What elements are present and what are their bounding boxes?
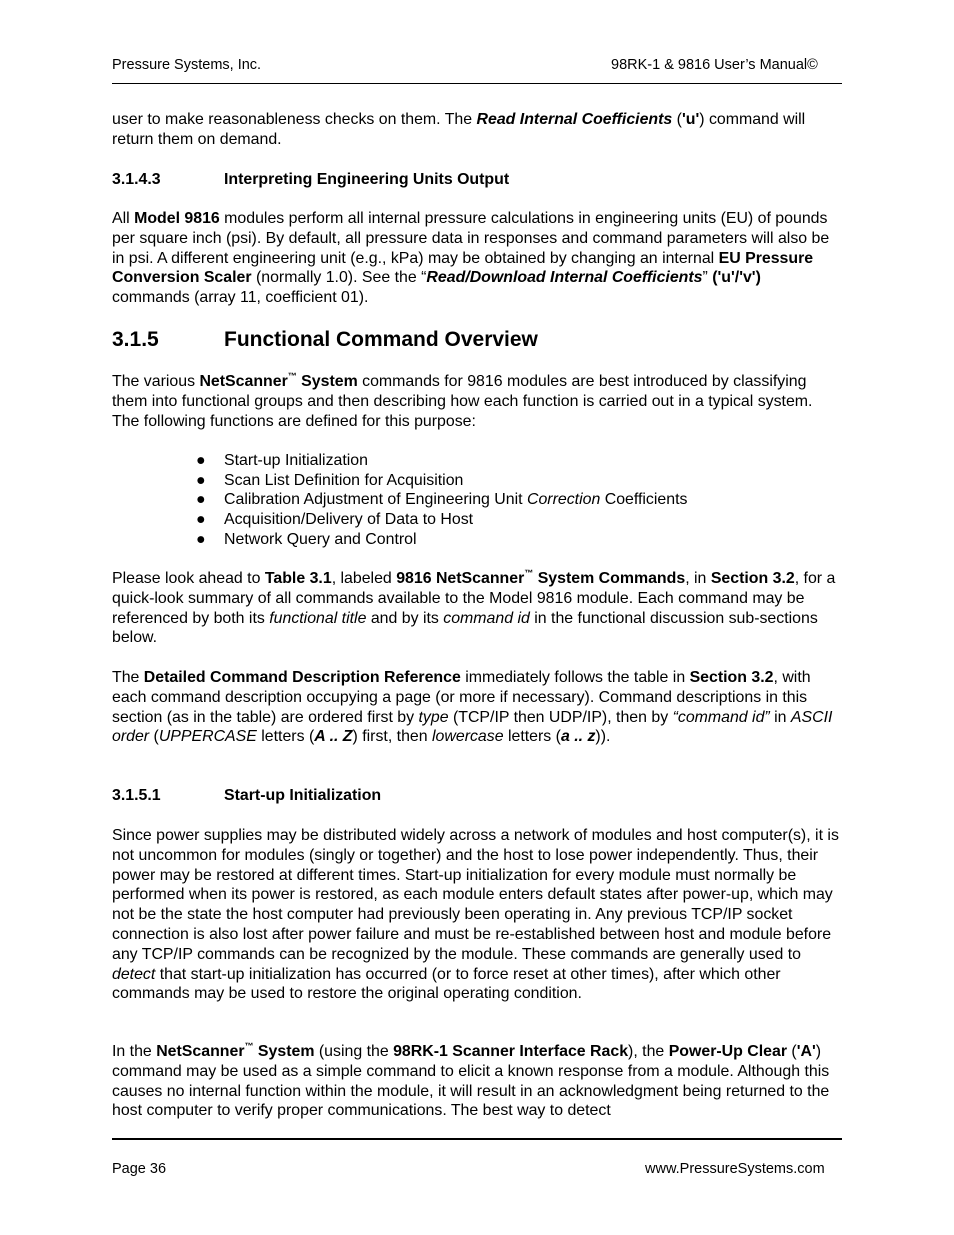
heading-3-1-4-3: 3.1.4.3 Interpreting Engineering Units Output (112, 171, 510, 188)
header-right: 98RK-1 & 9816 User’s Manual© (611, 57, 818, 73)
paragraph-command-reference: The Detailed Command Description Reference immediately follows the table in Section 3.2, with each command description occupying a page (or more if necessary). Command descriptions in this section (as in the table) are ordered first by type (TCP/IP then UDP/IP), then by “command id” in ASCII order (UPPERCASE letters (A .. Z) first, then lowercase letters (a .. z)). (112, 669, 833, 746)
paragraph-engineering-units: All Model 9816 modules perform all internal pressure calculations in engineering units (EU) of pounds per square inch (psi). By default, all pressure data in responses and command parameters will also be in psi. A different engineering unit (e.g., kPa) may be obtained by changing an internal EU Pressure Conversion Scaler (normally 1.0). See the “Read/Download Internal Coefficients” ('u'/'v') commands (array 11, coefficient 01). (112, 210, 830, 307)
paragraph-overview: The various NetScanner™ System commands for 9816 modules are best introduced by classifying them into functional groups and then describing how each function is carried out in a typical system. The following functions are defined for this purpose: (112, 371, 813, 430)
heading-3-1-5: 3.1.5 Functional Command Overview (112, 328, 538, 351)
paragraph-coefficients: user to make reasonableness checks on them. The Read Internal Coefficients ('u') command will return them on demand. (112, 111, 806, 148)
bullet-item: ● Acquisition/Delivery of Data to Host (196, 511, 474, 528)
paragraph-power-up-clear: In the NetScanner™ System (using the 98RK-1 Scanner Interface Rack), the Power-Up Clear ('A') command may be used as a simple command to elicit a known response from a module. Although this causes no internal function within the module, it will result in an acknowledgment being returned to the host computer to verify proper communications. The best way to detect (112, 1041, 830, 1120)
bullet-item: ● Start-up Initialization (196, 452, 368, 469)
footer-website: www.PressureSystems.com (645, 1161, 825, 1177)
footer-page-number: Page 36 (112, 1161, 167, 1177)
bullet-item: ● Scan List Definition for Acquisition (196, 472, 464, 489)
bullet-item: ● Calibration Adjustment of Engineering Unit Correction Coefficients (196, 491, 688, 508)
paragraph-table-reference: Please look ahead to Table 3.1, labeled 9816 NetScanner™ System Commands, in Section 3.2, for a quick-look summary of all commands available to the Model 9816 module. Each command may be referenced by both its functional title and by its command id in the functional discussion sub-sections below. (112, 568, 836, 647)
header-left: Pressure Systems, Inc. (112, 57, 262, 73)
bullet-item: ● Network Query and Control (196, 531, 417, 548)
header-rule (112, 83, 842, 84)
paragraph-startup: Since power supplies may be distributed widely across a network of modules and host computer(s), it is not uncommon for modules (singly or together) and the host to lose power independently. Thus, their power may be restored at different times. Start-up initialization for every module must normally be performed when its power is restored, as each module enters default states after power-up, which may not be the state the host computer had previously been operating in. Any previous TCP/IP socket connection is also lost after power failure and must be re-established between host and module before any TCP/IP commands can be recognized by the module. These commands are generally used to detect that start-up initialization has occurred (or to force reset at other times), after which other commands may be used to restore the original operating condition. (112, 827, 839, 1003)
footer-rule (112, 1138, 842, 1140)
heading-3-1-5-1: 3.1.5.1 Start-up Initialization (112, 787, 382, 804)
